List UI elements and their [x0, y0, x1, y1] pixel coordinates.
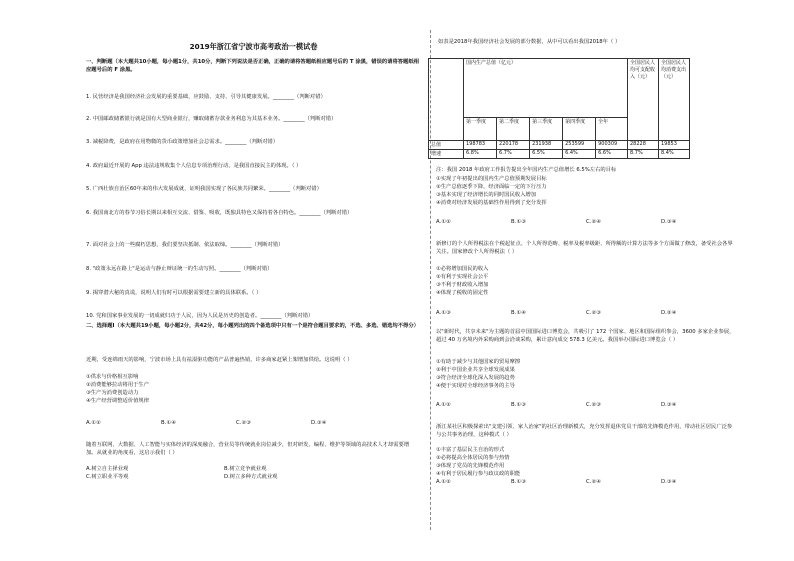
- growth-q3: 6.5%: [530, 150, 563, 159]
- q16-answer-c[interactable]: C.②④: [586, 479, 601, 485]
- item-2: 2. 中国邮政储蓄银行就是国有大型商业银行，赚取储蓄存款业务利息为其基本业务。________（判断对错）: [86, 116, 337, 122]
- q14-options: [436, 265, 488, 297]
- gdp-header: 国内生产总值（亿元）: [464, 59, 628, 118]
- q13-answer-c[interactable]: C.②④: [586, 219, 601, 225]
- q13-option-4: ④消费对经济发展的基础性作用得到了充分发挥: [436, 200, 547, 206]
- item-3: 3. 减税降费，是政府在用物微的货币政策增加社会总需求。________（判断对错）: [86, 139, 279, 145]
- quarter-1: 第一季度: [464, 118, 497, 141]
- row-growth-label: 增速: [429, 150, 464, 159]
- growth-q2: 6.7%: [497, 150, 530, 159]
- q12-stem: 随着互联网、大数据、人工智能与实体经济的深度融合，营业员等传统就业岗位减少，但对研发、编程、维护等领域的高技术人才却需要增加。从就业的角度看，这启示我们（ ）: [86, 442, 410, 456]
- q14-option-4: ④体现了税收的固定性: [436, 290, 489, 296]
- total-q4: 253599: [563, 141, 596, 150]
- growth-q1: 6.8%: [464, 150, 497, 159]
- q14-answer-c[interactable]: C.②③: [586, 310, 601, 316]
- q15-option-4: ④便于实现对全球经济事务的主导: [436, 383, 515, 389]
- full-year: 全年: [596, 118, 628, 141]
- q14-answer-a[interactable]: A.①③: [436, 310, 451, 316]
- page-title: 2019年浙江省宁波市高考政治一模试卷: [189, 42, 318, 51]
- q13-option-2: ②生产总值逐季下降，经济面临一定的下行压力: [436, 184, 547, 190]
- q16-answer-a[interactable]: A.①②: [436, 479, 451, 485]
- q12-answer-c[interactable]: C.树立职业平等观: [86, 474, 129, 480]
- q13-answer-d[interactable]: D.③④: [661, 219, 677, 225]
- total-q2: 220178: [497, 141, 530, 150]
- quarter-3: 第三季度: [530, 118, 563, 141]
- q12-answers-row1: [86, 465, 332, 473]
- item-4: 4. 政府最近开展的 App 违法违规收集个人信息专项治理行动，是我国直接民主的体现。（ ）: [86, 163, 302, 169]
- q12-answer-d[interactable]: D.树立多种方式就业观: [224, 474, 278, 480]
- q13-options: [436, 175, 547, 207]
- q11-options: [86, 373, 149, 405]
- q15-answer-a[interactable]: A.①②: [436, 402, 451, 408]
- statistics-table: [428, 58, 690, 159]
- q12-answers-row2: [86, 473, 332, 481]
- q14-answers: [436, 309, 736, 317]
- growth-q4: 6.4%: [563, 150, 596, 159]
- q15-option-1: ①有助于减少与其他国家的贸易摩擦: [436, 359, 521, 365]
- q13-option-3: ③基本实现了经济增长的同时国民收入增加: [436, 192, 537, 198]
- q16-option-4: ④有利于居民履行参与政议政的职能: [436, 471, 521, 477]
- consume-header: 全国居民人均消费支出（元）: [659, 59, 690, 141]
- q15-option-3: ③符合经济全球化深入发展的趋势: [436, 375, 515, 381]
- total-q1: 198783: [464, 141, 497, 150]
- item-7: 7. 面对社会上的一些腐朽思想，我们要坚决抵制、依法取缔。________（判断对错）: [86, 242, 284, 248]
- q14-answer-d[interactable]: D.②④: [661, 310, 677, 316]
- total-year: 900309: [596, 141, 628, 150]
- q16-options: [436, 446, 520, 478]
- q13-answer-b[interactable]: B.①③: [511, 219, 526, 225]
- q14-answer-b[interactable]: B.①④: [511, 310, 526, 316]
- q11-answer-c[interactable]: C.②③: [236, 420, 251, 426]
- total-q3: 231938: [530, 141, 563, 150]
- total-income: 28228: [628, 141, 659, 150]
- item-6: 6. 我国南北方的春节习俗长期以来相互交流、借鉴、吸收，既独具特色又保持着各自特色。________（判断对错）: [86, 210, 353, 216]
- q16-answer-d[interactable]: D.③④: [661, 479, 677, 485]
- growth-income: 8.7%: [628, 150, 659, 159]
- q15-answer-c[interactable]: C.②③: [586, 402, 601, 408]
- q13-answers: [436, 218, 736, 226]
- q11-answer-b[interactable]: B.①④: [161, 420, 176, 426]
- q15-options: [436, 358, 520, 390]
- item-1: 1. 民营经济是我国经济社会发展的重要基础，应鼓励、支持、引导其健康发展。________（判断对错）: [86, 94, 326, 100]
- q14-option-3: ③不利于财政收入增加: [436, 282, 489, 288]
- item-9: 9. 揭穿潜大秘的真谎，说明人们有时可以根据需要建立新的具体联系。（ ）: [86, 290, 262, 296]
- q16-stem: 浙江某社区积极探索出"支建引领、家人治家"的社区治理新模式，充分发挥退休党员干部的先锋模范作用，带动社区居民广泛参与公共事务治理，这种模式（ ）: [436, 424, 733, 438]
- q11-answer-d[interactable]: D.③④: [311, 420, 327, 426]
- growth-year: 6.6%: [596, 150, 628, 159]
- q13-option-1: ①实现了年初提出的国内生产总值预期发展目标: [436, 176, 547, 182]
- section2-heading: 二、选择题Ⅰ（本大题共19小题，每小题2分，共42分，每小题列出的四个备选项中只有一个是符合题目要求的，不选、多选、错选均不得分）: [86, 323, 419, 329]
- q14-option-2: ②有利于实现社会公平: [436, 274, 489, 280]
- q16-answers: [436, 478, 736, 486]
- row-total-label: 总值: [429, 141, 464, 150]
- item-10: 10. 党和国家事业发展的一切成就归功于人民，因为人民是历史的创造者。________（判断对错）: [86, 313, 314, 319]
- q11-stem: 近期，受连绵雨天的影响，宁波市场上具有祛湿驱功能的产品普遍热销，许多商家赶紧上架增加供给。这说明（ ）: [86, 357, 353, 363]
- q11-option-4: ④生产经营调整适价值规律: [86, 398, 150, 404]
- q15-answer-b[interactable]: B.①③: [511, 402, 526, 408]
- item-8: 8. "政策永远在路上"是运动与静止辩证统一的生动写照。________（判断对错）: [86, 266, 273, 272]
- q11-option-3: ③生产为消费创造动力: [86, 390, 139, 396]
- q12-answer-b[interactable]: B.树立竞争就业观: [224, 466, 267, 472]
- quarter-2: 第二季度: [497, 118, 530, 141]
- quarter-4: 第四季度: [563, 118, 596, 141]
- item-5: 5. 广西壮族自治区60年来的伟大发展成就，证明我国实现了各民族共同繁荣。________（判断对错）: [86, 186, 322, 192]
- q16-answer-b[interactable]: B.①③: [511, 479, 526, 485]
- q16-option-2: ②必将提高全体居民的参与热情: [436, 455, 510, 461]
- table-note: 注：我国 2018 年政府工作报告提出全年国内生产总值增长 6.5%左右的目标: [436, 167, 617, 173]
- q13-answer-a[interactable]: A.①②: [436, 219, 451, 225]
- table-corner: [429, 59, 464, 141]
- income-header: 全国居民人均可支配收入（元）: [628, 59, 659, 141]
- q13-intro: 如表是2018年我国经济社会发展的部分数据，从中可以看出我国2018年（ ）: [438, 39, 621, 45]
- q15-option-2: ②利于中国企业共享全球发展成果: [436, 367, 515, 373]
- q11-option-2: ②消费能够拉动将用于生产: [86, 382, 150, 388]
- q14-stem: 新修订的个人所得税法在个税起征点、个人所得范畴、税率及税率级距、所得额的计算方法等多个方面做了修改，备受社会各界关注。国家修改个人所得税法（ ）: [436, 241, 733, 255]
- total-consume: 19853: [659, 141, 690, 150]
- q11-answer-a[interactable]: A.①②: [86, 420, 101, 426]
- section1-heading: 一、判断题（本大题共10小题，每小题1分，共10分，判断下列说法是否正确，正确的请将答题纸相应题号后的 T 涂黑，错误的请将答题纸相应题号后的 F 涂黑。: [86, 59, 419, 73]
- q15-answers: [436, 401, 736, 409]
- q11-option-1: ①供求与价格相互影响: [86, 374, 139, 380]
- q15-stem: 以"新时代，共享未来"为主题的首届中国国际进口博览会，共吸引了 172 个国家、地区和国际组织参会，3600 多家企业参展，超过 40 万名境内外采购商到会洽谈采购，累计意向成交 578.3 亿美元。我国举办国际进口博览会（ ）: [436, 329, 735, 343]
- q14-option-1: ①必将增加国民的收入: [436, 266, 489, 272]
- q11-answers: [86, 419, 386, 427]
- q16-option-1: ①丰富了基层民主自治的形式: [436, 447, 505, 453]
- q16-option-3: ③体现了党员的先锋模范作用: [436, 463, 505, 469]
- q15-answer-d[interactable]: D.③④: [661, 402, 677, 408]
- growth-consume: 8.4%: [659, 150, 690, 159]
- q12-answer-a[interactable]: A.树立自主择业观: [86, 466, 129, 472]
